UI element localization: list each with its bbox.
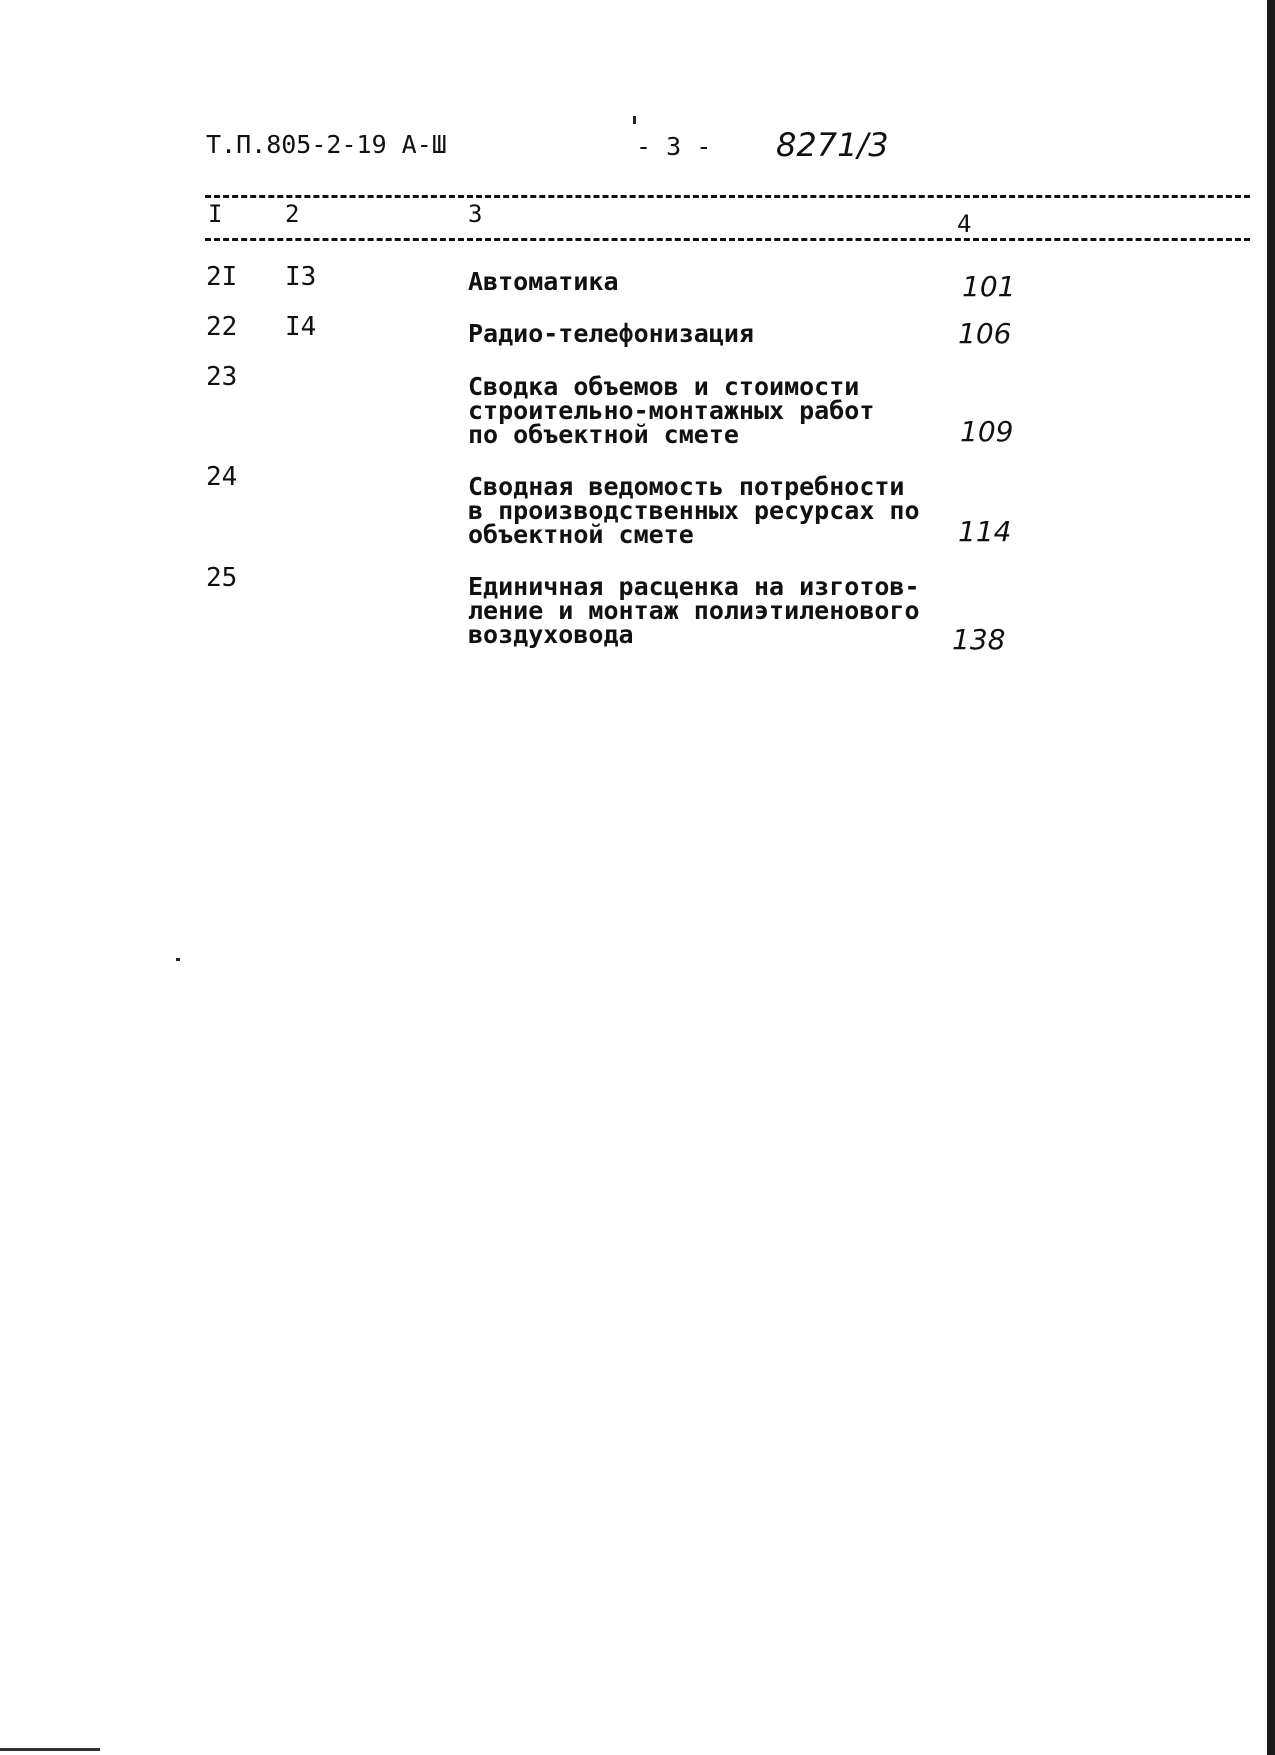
scan-edge	[1267, 0, 1275, 1755]
row-title	[468, 267, 619, 296]
row-title	[468, 472, 920, 549]
row-title-line: строительно-монтажных работ	[468, 396, 875, 425]
row-number: 23	[206, 362, 238, 392]
scan-speck	[633, 116, 636, 124]
row-page: 106	[958, 317, 1012, 350]
column-header-1: I	[208, 200, 223, 228]
page-number: - 3 -	[636, 132, 712, 161]
row-title-line: Сводная ведомость потребности	[468, 472, 905, 501]
table-rule-top	[205, 195, 1250, 198]
row-title-line: Сводка объемов и стоимости	[468, 372, 860, 401]
row-title	[468, 372, 875, 449]
row-title	[468, 572, 920, 649]
column-header-2: 2	[285, 200, 300, 228]
row-title-line: воздуховода	[468, 620, 634, 649]
row-page: 138	[952, 623, 1006, 656]
row-title	[468, 319, 754, 348]
row-title-line: объектной смете	[468, 520, 694, 549]
column-header-3: 3	[468, 200, 483, 228]
row-title-line: ление и монтаж полиэтиленового	[468, 596, 920, 625]
row-title-line: по объектной смете	[468, 420, 739, 449]
row-title-line: Автоматика	[468, 267, 619, 296]
archive-number: 8271/3	[776, 126, 889, 164]
document-code: Т.П.805-2-19 А-Ш	[206, 130, 447, 159]
row-number: 24	[206, 462, 238, 492]
scan-edge-bottom	[0, 1748, 100, 1751]
scan-speck	[176, 958, 180, 961]
row-number: 2I	[206, 262, 238, 292]
row-number: 25	[206, 563, 238, 593]
row-section: I4	[285, 312, 317, 342]
row-number: 22	[206, 312, 238, 342]
row-title-line: Радио-телефонизация	[468, 319, 754, 348]
row-title-line: Единичная расценка на изготов-	[468, 572, 920, 601]
column-header-4: 4	[957, 210, 972, 238]
table-rule-bottom	[205, 238, 1250, 241]
row-page: 109	[960, 415, 1014, 448]
row-page: 114	[958, 515, 1012, 548]
row-section: I3	[285, 262, 317, 292]
row-page: 101	[962, 270, 1016, 303]
row-title-line: в производственных ресурсах по	[468, 496, 920, 525]
